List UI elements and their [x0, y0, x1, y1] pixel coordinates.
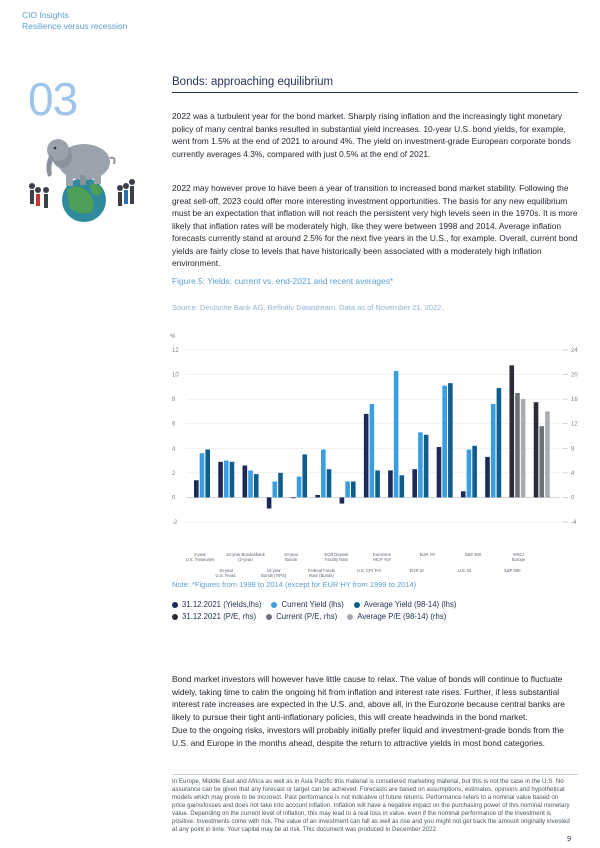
bar [278, 473, 283, 498]
bar [315, 495, 320, 497]
x-category-label: Bunds [285, 557, 297, 562]
x-category-label: 2-year [194, 552, 206, 557]
y-left-tick-label: 0 [172, 495, 176, 502]
bar [351, 481, 356, 497]
legend-dot-icon [172, 614, 178, 620]
bar [412, 469, 417, 497]
bar [200, 453, 205, 497]
x-category-label: 10-year Bundesbank [226, 552, 265, 557]
paragraph-1: 2022 was a turbulent year for the bond market. Sharply rising inflation and the increasingly tight monetary policy of many central banks resulted in substantial yield increases. 10-year U.S. bond yields, for example, went from 1.5% at the end of 2021 to around 4%. The yield on investment-grade European corporate bonds currently averages 4.3%, compared with just 0.5% at the end of 2021. [172, 111, 571, 159]
bar [340, 497, 345, 503]
bar [321, 450, 326, 498]
page-header [22, 10, 127, 32]
bar [205, 450, 210, 498]
legend-dot-icon [266, 614, 272, 620]
chart-legend [172, 600, 578, 624]
bar [394, 371, 399, 498]
bar [534, 402, 539, 497]
legend-label: Current Yield (lhs) [281, 600, 344, 609]
figure-note: Note: *Figures from 1998 to 2014 (except for EUR HY from 1999 to 2014) [172, 580, 417, 589]
bar [491, 404, 496, 497]
legend-row-pe [172, 612, 578, 621]
bar [291, 497, 296, 498]
x-category-label: Rate (Bunds) [309, 573, 334, 578]
footer-divider [172, 774, 578, 775]
figure-title: Figure 5: Yields: current vs. end-2021 and recent averages* [172, 276, 394, 286]
y-right-tick-label: -4 [571, 520, 577, 526]
x-category-label: Facility Rate [324, 557, 349, 562]
section-title: Bonds: approaching equilibrium [172, 76, 334, 88]
legend-row-yields [172, 600, 578, 609]
x-category-label: MSCI [513, 552, 524, 557]
y-left-tick-label: 12 [172, 348, 179, 354]
x-category-label: Bunds (TIPS) [261, 573, 287, 578]
x-category-label: EUR HY [419, 552, 436, 557]
x-category-label: Eurozone [373, 552, 391, 557]
bar [539, 426, 544, 497]
bar [345, 481, 350, 497]
legend-item [172, 612, 256, 621]
x-category-label: 10-year [266, 568, 281, 573]
bar [194, 480, 199, 497]
y-left-tick-label: 10 [172, 372, 179, 379]
y-left-tick-label: 2 [172, 470, 176, 477]
x-category-label: 10-year [218, 568, 234, 573]
bar [302, 454, 307, 497]
legend-label: Average Yield (98-14) (lhs) [363, 600, 457, 609]
x-category-label: ECB Deposit [324, 552, 349, 557]
legend-dot-icon [271, 602, 277, 608]
x-category-label: U.S. IG [457, 568, 472, 573]
bar [243, 465, 248, 497]
bar [461, 491, 466, 497]
x-category-label: 10-year [283, 552, 299, 557]
bar [472, 446, 477, 498]
legend-label: Average P/E (98-14) (rhs) [357, 612, 447, 621]
y-left-tick-label: 6 [172, 421, 176, 428]
x-category-label: U.S. Treasuries [185, 557, 215, 562]
bar [442, 386, 447, 498]
footer-disclaimer: In Europe, Middle East and Africa as well as in Asia Pacific this material is considered marketing material, but this is not the case in the U.S. No assurance can be given that any forecast or target can be achieved. Forecasts are based on assumptions, estimates, opinions and hypothetical models which may prove to be incorrect. Past performance is not indicative of future returns. Performance refers to a nominal value based on price gains/losses and does not take into account inflation. Inflation will have a negative impact on the purchasing power of this nominal monetary value. Depending on the current level of inflation, this may lead to a real loss in value, even if the nominal performance of the investment is positive. Investments come with risk. The value of an investment can fall as well as rise and you might not get back the amount originally invested at any point in time. Your capital may be at risk. This document was produced in December 2022. [172, 778, 570, 833]
header-subtitle: Resilience versus recession [22, 21, 128, 31]
legend-label: 31.12.2021 (P/E, rhs) [182, 612, 257, 621]
title-divider [172, 92, 578, 93]
paragraph-2: 2022 may however prove to have been a year of transition to increased bond market stability. Following the great sell-off, 2023 could offer more interesting investment opportunities. The basis for any new equilibrium must be an expectation that inflation will not reach the persistent very high levels seen in the 1970s. It is more likely that inflation rates will be moderately high, like they were between 1998 and 2014. Average inflation forecasts currently stand at around 2.5% for the next five years in the U.S., for example. Overall, current bond yields are fairly close to levels that have historically been associated with a moderately high inflation environment. [172, 183, 578, 268]
x-category-label: U.S. Treas. [215, 573, 237, 578]
legend-dot-icon [172, 602, 178, 608]
y-right-tick-label: 20 [571, 372, 578, 379]
bar [448, 383, 453, 497]
bar [437, 447, 442, 497]
bar [364, 414, 369, 498]
x-category-label: HICP YoY [372, 557, 392, 562]
elephant-globe-illustration [22, 120, 152, 225]
x-category-label: Federal Funds [307, 568, 335, 573]
page-number: 9 [567, 834, 572, 843]
legend-item [172, 600, 261, 609]
bar [375, 470, 380, 497]
bar [521, 399, 526, 497]
y-right-tick-label: 12 [571, 421, 578, 428]
y-left-tick-label: -2 [172, 520, 178, 526]
legend-item [354, 600, 457, 609]
y-right-tick-label: 24 [571, 348, 578, 354]
legend-item [271, 600, 343, 609]
y-left-tick-label: 8 [172, 397, 176, 404]
y-axis-unit-label: % [170, 334, 176, 340]
bar [509, 365, 514, 497]
bar [230, 462, 235, 498]
legend-dot-icon [354, 602, 360, 608]
figure-source: Source: Deutsche Bank AG, Refinitiv Datastream. Data as of November 21, 2022. [172, 303, 444, 312]
y-right-tick-label: 4 [571, 470, 575, 477]
y-right-tick-label: 16 [571, 397, 578, 404]
bar [248, 470, 253, 497]
bar [485, 457, 490, 498]
bar [400, 475, 405, 497]
header-title: CIO Insights [22, 10, 69, 20]
x-category-label: S&P 500 [464, 552, 482, 557]
yields-bar-chart [164, 326, 584, 580]
legend-item [266, 612, 337, 621]
paragraph-4: Due to the ongoing risks, investors will probably initially prefer liquid and investment-grade bonds from the U.S. and Europe in the months ahead, despite the return to attractive yields in most bond categories. [172, 725, 564, 748]
bar [327, 469, 332, 497]
bar [467, 450, 472, 498]
section-number: 03 [28, 73, 78, 125]
legend-label: Current (P/E, rhs) [276, 612, 338, 621]
bar [515, 393, 520, 497]
bar [254, 474, 259, 497]
legend-dot-icon [347, 614, 353, 620]
bar [388, 470, 393, 497]
x-category-label: S&P 500 [504, 568, 521, 573]
x-category-label: (2-year) [238, 557, 253, 562]
y-right-tick-label: 0 [571, 495, 575, 502]
bar [224, 461, 229, 498]
bar [418, 432, 423, 497]
bar [545, 411, 550, 497]
bar [370, 404, 375, 497]
bar [273, 481, 278, 497]
paragraph-3: Bond market investors will however have little cause to relax. The value of bonds will continue to fluctuate widely, taking time to calm the ongoing hit from inflation and interest rate rises. Further, if less substantial interest rate increases are expected in the U.S. and, above all, in the Eurozone because central banks are likely to pursue their tight anti-inflationary policies, this will create headwinds in the bond market. [172, 674, 565, 722]
x-category-label: Europe [511, 557, 526, 562]
legend-item [347, 612, 446, 621]
x-category-label: EUR IG [409, 568, 425, 573]
y-right-tick-label: 8 [571, 446, 575, 453]
bar [218, 462, 223, 498]
bar [267, 497, 272, 508]
bar [297, 477, 302, 498]
x-category-label: U.S. CPI YoY [356, 568, 382, 573]
y-left-tick-label: 4 [172, 446, 176, 453]
legend-label: 31.12.2021 (Yields,lhs) [182, 600, 262, 609]
bar [497, 388, 502, 497]
bar [424, 435, 429, 498]
